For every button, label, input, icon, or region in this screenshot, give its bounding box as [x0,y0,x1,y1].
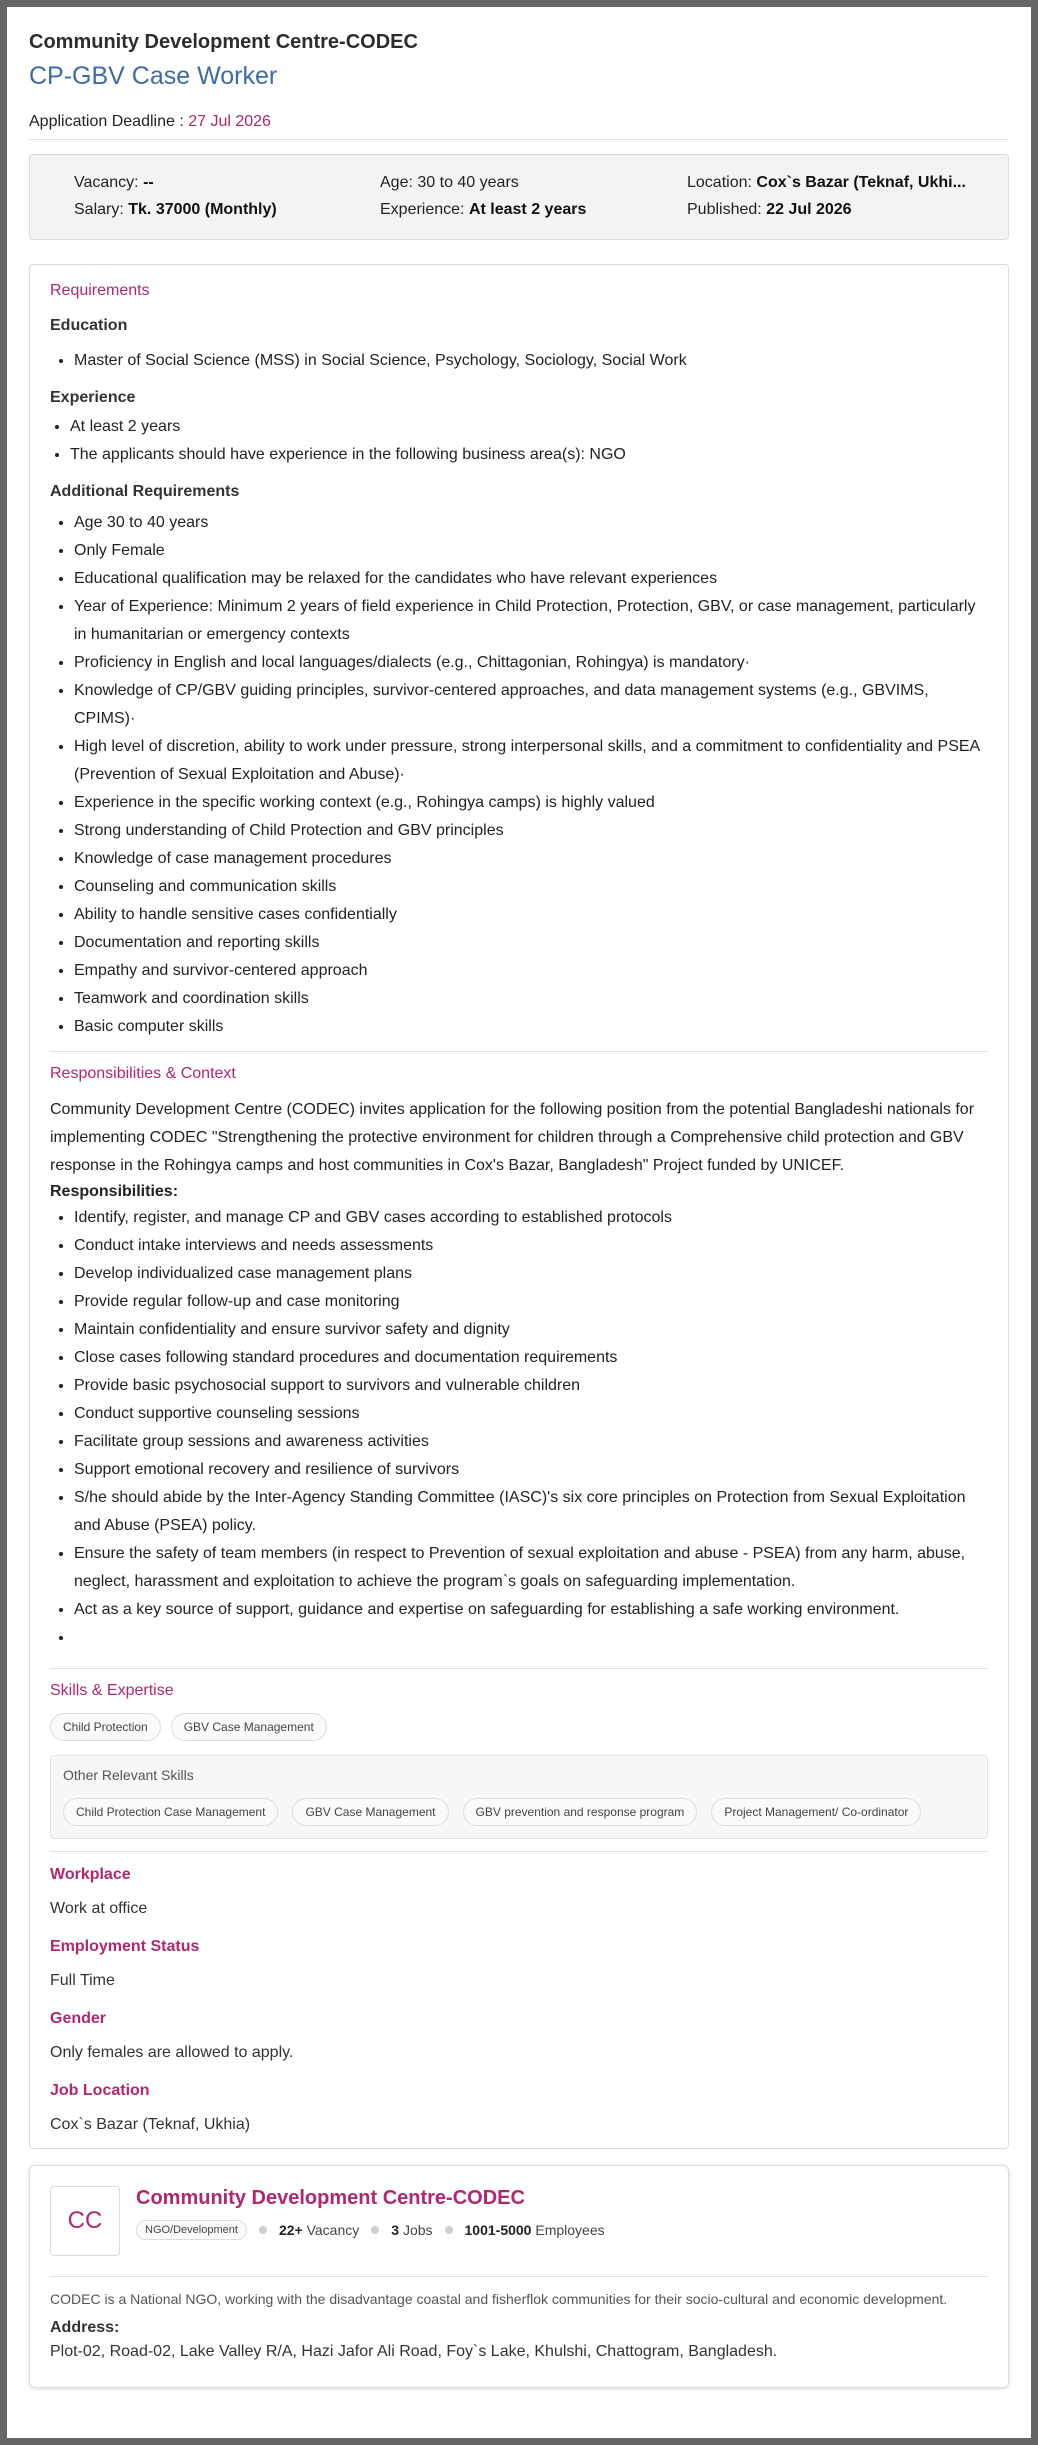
experience-item: • At least 2 years [70,413,988,441]
requirement-item: • High level of discretion, ability to work under pressure, strong interpersonal skills, and a commitment to confidentiality and PSEA (Prevention of Sexual Exploitation and Abuse)· [74,733,988,789]
employees-count: 1001-5000 [464,2222,532,2238]
vacancy-stat [279,2222,359,2238]
responsibilities-label: Responsibilities: [50,1183,179,1200]
separator-dot [371,2226,379,2234]
vacancy-count: 22+ [278,2222,303,2238]
published-label: Published: [687,201,762,218]
separator-dot [259,2226,267,2234]
requirements-title: Requirements [50,282,150,299]
responsibility-item: • Conduct intake interviews and needs assessments [74,1232,988,1260]
company-logo[interactable]: CC [50,2186,120,2256]
address-label: Address: [50,2319,120,2336]
published-info [687,198,852,222]
industry-tag: NGO/Development [136,2220,247,2240]
vacancy-value: -- [143,174,154,191]
page-title: CP-GBV Case Worker [29,62,278,90]
employees-stat [465,2222,605,2238]
company-header [50,2186,988,2256]
other-skills-title: Other Relevant Skills [63,1767,194,1783]
vacancy-info [74,171,154,195]
requirement-item: • Knowledge of CP/GBV guiding principles, survivor-centered approaches, and data management systems (e.g., GBVIMS, CPIMS)· [74,677,988,733]
requirement-item: • Strong understanding of Child Protection and GBV principles [74,817,988,845]
requirement-item: • Teamwork and coordination skills [74,985,988,1013]
gender-title: Gender [50,2010,107,2027]
responsibility-item: • Ensure the safety of team members (in respect to Prevention of sexual exploitation and abuse - PSEA) from any harm, abuse, neglect, harassment and exploitation to achieve the program`s goals on safeguarding implementation. [74,1540,988,1596]
workplace-title: Workplace [50,1866,131,1883]
jobs-stat-label: Jobs [402,2222,433,2238]
additional-requirements-list [50,509,988,1041]
responsibility-item: • Close cases following standard procedures and documentation requirements [74,1344,988,1372]
requirement-item: • Proficiency in English and local languages/dialects (e.g., Chittagonian, Rohingya) is mandatory· [74,649,988,677]
age-label: Age: [380,174,413,191]
published-value: 22 Jul 2026 [766,201,852,218]
company-name[interactable]: Community Development Centre-CODEC [29,31,418,53]
vacancy-stat-label: Vacancy [306,2222,360,2238]
workplace-value: Work at office [50,1900,148,1917]
requirement-item: • Basic computer skills [74,1013,988,1041]
location-label: Location: [687,174,752,191]
gender-value: Only females are allowed to apply. [50,2044,294,2061]
responsibilities-title: Responsibilities & Context [50,1065,236,1082]
job-summary-box [29,154,1009,240]
requirement-item: • Year of Experience: Minimum 2 years of field experience in Child Protection, Protection, GBV, or case management, particularly in humanitarian or emergency contexts [74,593,988,649]
age-value: 30 to 40 years [417,174,519,191]
employment-status-value: Full Time [50,1972,115,1989]
requirement-item: • Empathy and survivor-centered approach [74,957,988,985]
requirement-item: • Ability to handle sensitive cases confidentially [74,901,988,929]
divider [50,1668,988,1669]
requirement-item: • Counseling and communication skills [74,873,988,901]
company-address: Plot-02, Road-02, Lake Valley R/A, Hazi Jafor Ali Road, Foy`s Lake, Khulshi, Chattogram, Bangladesh. [50,2343,778,2360]
other-skills-box [50,1755,988,1839]
company-info [136,2186,605,2240]
requirement-item: • Educational qualification may be relaxed for the candidates who have relevant experiences [74,565,988,593]
job-details-card [29,264,1009,2149]
requirement-item: • Age 30 to 40 years [74,509,988,537]
location-info [687,171,966,195]
responsibility-item: • Act as a key source of support, guidance and expertise on safeguarding for establishing a safe working environment. [74,1596,988,1624]
divider [50,1051,988,1052]
skills-chips [50,1713,988,1741]
education-list [50,347,988,375]
company-profile-name[interactable]: Community Development Centre-CODEC [136,2187,525,2209]
experience-title: Experience [50,389,136,406]
divider [50,1851,988,1852]
skill-chip[interactable]: Child Protection Case Management [63,1798,278,1826]
experience-list [50,413,988,469]
age-info [380,171,519,195]
experience-info [380,198,586,222]
deadline-label: Application Deadline : [29,113,184,130]
jobs-count: 3 [391,2222,400,2238]
company-meta [136,2220,605,2240]
employment-status-title: Employment Status [50,1938,200,1955]
responsibility-item: • Develop individualized case management plans [74,1260,988,1288]
job-detail-page [7,7,1031,2438]
requirement-item: • Experience in the specific working context (e.g., Rohingya camps) is highly valued [74,789,988,817]
skill-chip[interactable]: Project Management/ Co-ordinator [711,1798,921,1826]
responsibility-item: • Facilitate group sessions and awareness activities [74,1428,988,1456]
responsibilities-intro: Community Development Centre (CODEC) invites application for the following position from the potential Bangladeshi nationals for implementing CODEC "Strengthening the protective environment for children through a Comprehensive child protection and GBV response in the Rohingya camps and host communities in Cox's Bazar, Bangladesh" Project funded by UNICEF. [50,1101,975,1174]
application-deadline [29,113,1009,140]
responsibility-item: • Support emotional recovery and resilience of survivors [74,1456,988,1484]
skills-title: Skills & Expertise [50,1682,174,1699]
separator-dot [445,2226,453,2234]
skill-chip[interactable]: GBV Case Management [171,1713,327,1741]
skill-chip[interactable]: Child Protection [50,1713,161,1741]
requirement-item: • Knowledge of case management procedures [74,845,988,873]
responsibilities-list [50,1204,988,1652]
education-title: Education [50,317,128,334]
experience-label: Experience: [380,201,465,218]
job-detail-content [29,29,1009,2388]
additional-requirements-title: Additional Requirements [50,483,240,500]
location-value: Cox`s Bazar (Teknaf, Ukhi... [756,174,966,191]
company-description: CODEC is a National NGO, working with the disadvantage coastal and fisherflok communities for their socio-cultural and economic development. [50,2276,988,2309]
responsibility-item: • S/he should abide by the Inter-Agency Standing Committee (IASC)'s six core principles on Protection from Sexual Exploitation and Abuse (PSEA) policy. [74,1484,988,1540]
salary-info [74,198,277,222]
education-item: • Master of Social Science (MSS) in Social Science, Psychology, Sociology, Social Work [74,347,988,375]
responsibility-item [74,1624,988,1652]
responsibility-item: • Identify, register, and manage CP and GBV cases according to established protocols [74,1204,988,1232]
jobs-stat [391,2222,432,2238]
vacancy-label: Vacancy: [74,174,139,191]
job-location-title: Job Location [50,2082,150,2099]
responsibility-item: • Maintain confidentiality and ensure survivor safety and dignity [74,1316,988,1344]
experience-item: • The applicants should have experience in the following business area(s): NGO [70,441,988,469]
requirement-item: • Documentation and reporting skills [74,929,988,957]
employees-stat-label: Employees [535,2222,605,2238]
salary-label: Salary: [74,201,124,218]
requirement-item: • Only Female [74,537,988,565]
job-location-value: Cox`s Bazar (Teknaf, Ukhia) [50,2116,251,2133]
company-profile-card [29,2165,1009,2388]
responsibility-item: • Conduct supportive counseling sessions [74,1400,988,1428]
deadline-date: 27 Jul 2026 [188,113,271,130]
responsibility-item: • Provide regular follow-up and case monitoring [74,1288,988,1316]
other-skills-chips [63,1798,975,1826]
skill-chip[interactable]: GBV prevention and response program [463,1798,698,1826]
salary-value: Tk. 37000 (Monthly) [128,201,277,218]
skill-chip[interactable]: GBV Case Management [292,1798,448,1826]
responsibility-item: • Provide basic psychosocial support to survivors and vulnerable children [74,1372,988,1400]
experience-value: At least 2 years [468,201,587,218]
